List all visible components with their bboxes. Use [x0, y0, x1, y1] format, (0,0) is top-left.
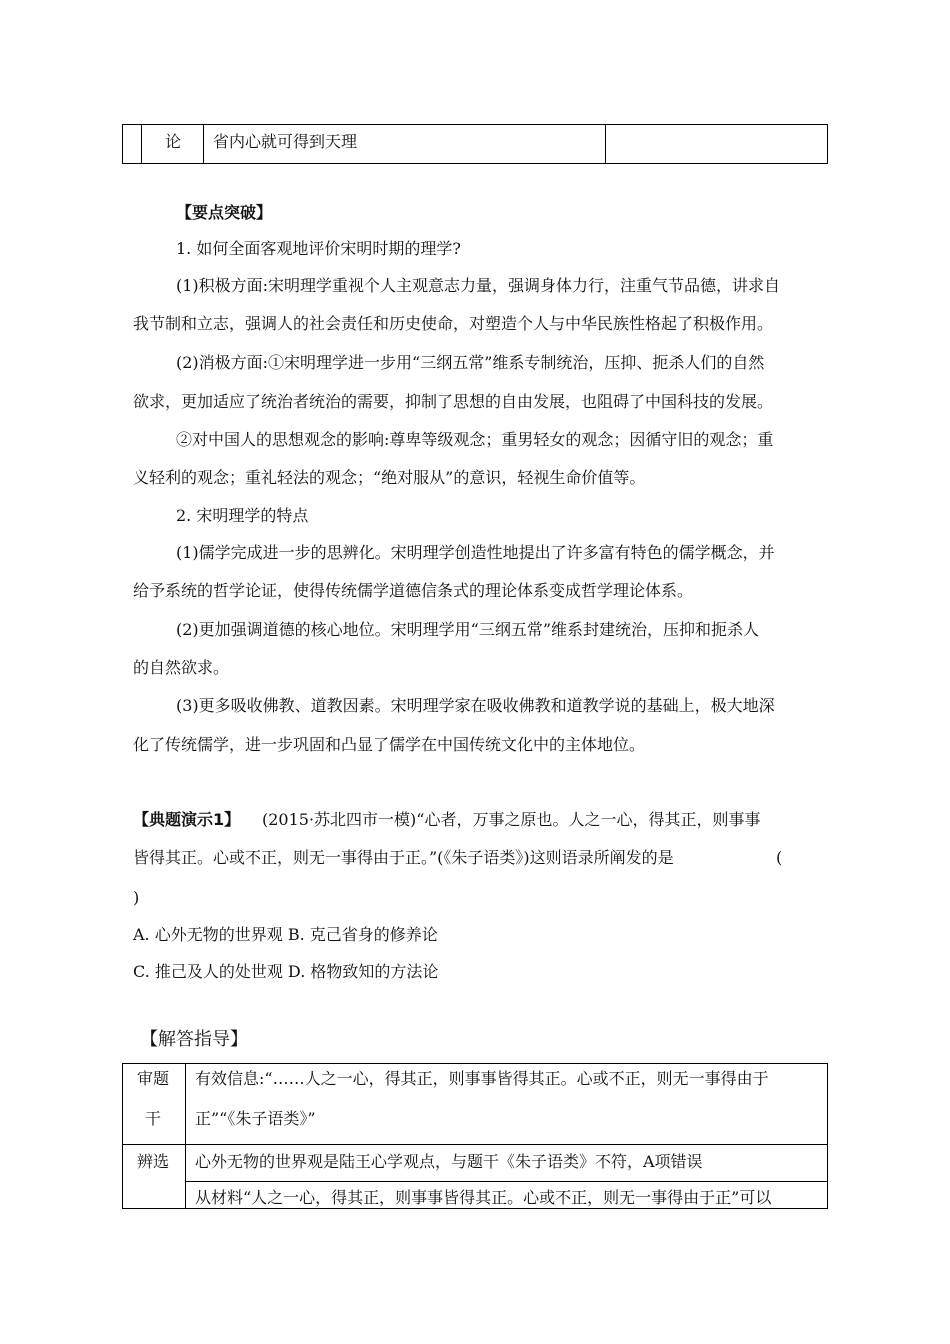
table-row-divider	[185, 1181, 827, 1182]
example-label: 【典题演示1】	[133, 810, 241, 829]
row-label: 辨选	[137, 1152, 170, 1171]
row-label: 干	[145, 1109, 162, 1128]
top-table	[122, 124, 828, 164]
paragraph-line: 欲求，更加适应了统治者统治的需要，抑制了思想的自由发展，也阻碍了中国科技的发展。	[133, 392, 774, 411]
table-divider	[185, 1064, 186, 1208]
table-cell-text: 心外无物的世界观是陆王心学观点，与题干《朱子语类》不符，A项错误	[195, 1152, 703, 1171]
table-cell-label: 论	[165, 132, 182, 151]
question-title: 1. 如何全面客观地评价宋明时期的理学?	[176, 239, 461, 258]
paragraph-line: (2)消极方面:①宋明理学进一步用“三纲五常”维系专制统治，压抑、扼杀人们的自然	[176, 353, 765, 372]
row-label: 审题	[137, 1069, 170, 1088]
paragraph-line: (2)更加强调道德的核心地位。宋明理学用“三纲五常”维系封建统治，压抑和扼杀人	[176, 620, 760, 639]
guide-heading: 【解答指导】	[140, 1029, 248, 1050]
question-title: 2. 宋明理学的特点	[176, 506, 309, 525]
paragraph-line: (1)儒学完成进一步的思辨化。宋明理学创造性地提出了许多富有特色的儒学概念，并	[176, 543, 775, 562]
paragraph-line: (3)更多吸收佛教、道教因素。宋明理学家在吸收佛教和道教学说的基础上，极大地深	[176, 696, 775, 715]
question-text: 皆得其正。心或不正，则无一事得由于正。”(《朱子语类》)这则语录所阐发的是	[133, 848, 674, 867]
answer-paren-close: )	[133, 888, 140, 907]
guide-table	[122, 1063, 828, 1209]
table-cell-text: 从材料“人之一心，得其正，则事事皆得其正。心或不正，则无一事得由于正”可以	[195, 1188, 772, 1207]
answer-paren-open: (	[776, 848, 783, 867]
table-divider	[605, 125, 606, 163]
question-text: (2015·苏北四市一模)“心者，万事之原也。人之一心，得其正，则事事	[262, 810, 761, 829]
paragraph-line: 我节制和立志，强调人的社会责任和历史使命，对塑造个人与中华民族性格起了积极作用。	[133, 314, 774, 333]
table-cell-text: 有效信息:“……人之一心，得其正，则事事皆得其正。心或不正，则无一事得由于	[195, 1069, 769, 1088]
table-cell-text: 正”“《朱子语类》”	[195, 1109, 316, 1128]
paragraph-line: 的自然欲求。	[133, 658, 230, 677]
table-cell-content: 省内心就可得到天理	[213, 132, 358, 151]
option-line: A. 心外无物的世界观 B. 克己省身的修养论	[133, 925, 438, 944]
paragraph-line: 化了传统儒学，进一步巩固和凸显了儒学在中国传统文化中的主体地位。	[133, 735, 646, 754]
paragraph-line: 义轻利的观念；重礼轻法的观念；“绝对服从”的意识，轻视生命价值等。	[133, 468, 646, 487]
section-heading: 【要点突破】	[176, 203, 273, 222]
paragraph-line: ②对中国人的思想观念的影响:尊卑等级观念；重男轻女的观念；因循守旧的观念；重	[176, 430, 774, 449]
paragraph-line: (1)积极方面:宋明理学重视个人主观意志力量，强调身体力行，注重气节品德，讲求自	[176, 276, 781, 295]
table-row-divider	[123, 1144, 827, 1145]
table-divider	[203, 125, 204, 163]
option-line: C. 推己及人的处世观 D. 格物致知的方法论	[133, 962, 439, 981]
table-divider	[141, 125, 142, 163]
paragraph-line: 给予系统的哲学论证，使得传统儒学道德信条式的理论体系变成哲学理论体系。	[133, 581, 694, 600]
